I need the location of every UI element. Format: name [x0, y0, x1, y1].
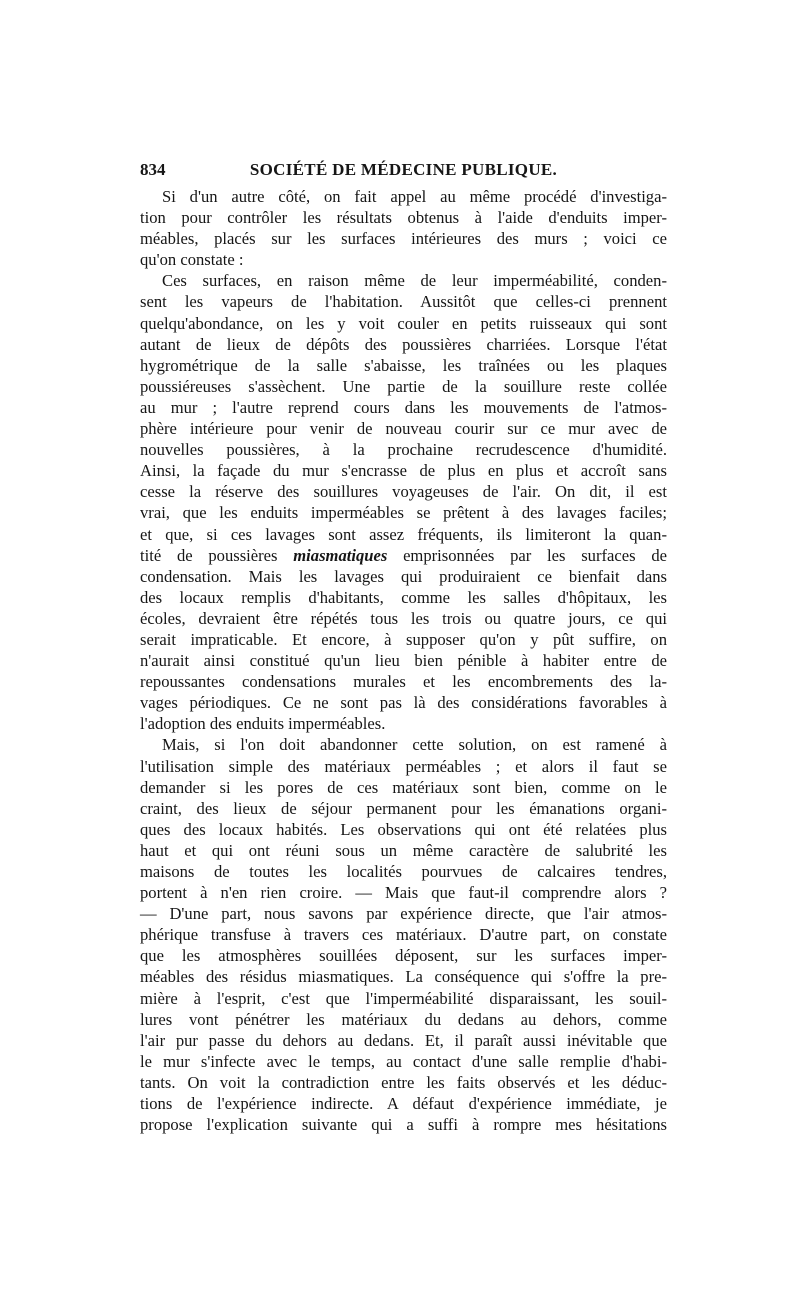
text-line: quelqu'abondance, on les y voit couler en petits ruisseaux qui sont	[140, 313, 667, 333]
running-head	[140, 158, 667, 182]
text-line: maisons de toutes les localités pourvues de calcaires tendres,	[140, 862, 667, 881]
text-line: tions de l'expérience indirecte. A défaut d'expérience immédiate, je	[140, 1094, 667, 1114]
text-line	[140, 545, 667, 566]
text-line: des locaux remplis d'habitants, comme les salles d'hôpitaux, les	[140, 587, 667, 607]
text-line: portent à n'en rien croire. — Mais que faut-il comprendre alors ?	[140, 883, 667, 903]
text-line: sent les vapeurs de l'habitation. Aussitôt que celles-ci prennent	[140, 292, 667, 312]
emphasized-word: miasmatiques	[293, 545, 388, 565]
text-line: lures vont pénétrer les matériaux du dedans au dehors, comme	[140, 1009, 667, 1029]
text-line: et que, si ces lavages sont assez fréquents, ils limiteront la quan-	[140, 524, 667, 544]
text-line: Ainsi, la façade du mur s'encrasse de plus en plus et accroît sans	[140, 461, 667, 481]
text-line: repoussantes condensations murales et les encombrements des la-	[140, 672, 667, 692]
text-line: vrai, que les enduits imperméables se prêtent à des lavages faciles;	[140, 503, 667, 523]
text-line: haut et qui ont réuni sous un même caractère de salubrité les	[140, 840, 667, 860]
text-line: Si d'un autre côté, on fait appel au même procédé d'investiga-	[162, 187, 667, 206]
text-segment: emprisonnées par les surfaces de	[387, 545, 667, 565]
text-line: Ces surfaces, en raison même de leur imperméabilité, conden-	[162, 271, 667, 291]
text-line: méables des résidus miasmatiques. La conséquence qui s'offre la pre-	[140, 967, 667, 987]
page-number: 834	[140, 160, 166, 179]
text-line: phère intérieure pour venir de nouveau courir sur ce mur avec de	[140, 419, 667, 439]
text-line: condensation. Mais les lavages qui produiraient ce bienfait dans	[140, 566, 667, 586]
text-line: qu'on constate :	[140, 250, 244, 270]
text-line: Mais, si l'on doit abandonner cette solution, on est ramené à	[162, 735, 667, 755]
text-line: propose l'explication suivante qui a suffi à rompre mes hésitations	[140, 1115, 667, 1135]
text-segment: tité de poussières	[140, 545, 294, 565]
running-title: SOCIÉTÉ DE MÉDECINE PUBLIQUE.	[249, 160, 558, 179]
text-line: méables, placés sur les surfaces intérieures des murs ; voici ce	[140, 229, 667, 249]
text-line: phérique transfuse à travers ces matériaux. D'autre part, on constate	[140, 925, 667, 945]
text-line: tion pour contrôler les résultats obtenus à l'aide d'enduits imper-	[140, 208, 667, 228]
text-line: hygrométrique de la salle s'abaisse, les traînées ou les plaques	[140, 355, 667, 375]
text-line: demander si les pores de ces matériaux sont bien, comme on le	[140, 777, 667, 797]
text-line: autant de lieux de dépôts des poussières charriées. Lorsque l'état	[140, 334, 667, 354]
text-line: serait impraticable. Et encore, à supposer qu'on y pût suffire, on	[140, 629, 667, 649]
text-line: tants. On voit la contradiction entre les faits observés et les déduc-	[140, 1072, 667, 1092]
text-line: le mur s'infecte avec le temps, au contact d'une salle remplie d'habi-	[140, 1051, 667, 1071]
text-line: que les atmosphères souillées déposent, sur les surfaces imper-	[140, 946, 667, 966]
text-line: n'aurait ainsi constitué qu'un lieu bien pénible à habiter entre de	[140, 651, 667, 671]
text-line: — D'une part, nous savons par expérience directe, que l'air atmos-	[140, 904, 667, 924]
text-line: ques des locaux habités. Les observations qui ont été relatées plus	[140, 819, 667, 839]
text-line: craint, des lieux de séjour permanent pour les émanations organi-	[140, 798, 667, 818]
text-line: au mur ; l'autre reprend cours dans les mouvements de l'atmos-	[140, 397, 667, 417]
text-line: vages périodiques. Ce ne sont pas là des considérations favorables à	[140, 693, 667, 713]
text-line: nouvelles poussières, à la prochaine recrudescence d'humidité.	[140, 440, 667, 460]
text-line: l'adoption des enduits imperméables.	[140, 714, 386, 734]
text-line: mière à l'esprit, c'est que l'imperméabilité disparaissant, les souil-	[140, 988, 667, 1008]
text-line: l'utilisation simple des matériaux perméables ; et alors il faut se	[140, 756, 667, 776]
text-line: poussiéreuses s'assèchent. Une partie de la souillure reste collée	[140, 376, 667, 396]
body-text	[140, 186, 667, 1135]
text-line: cesse la réserve des souillures voyageuses de l'air. On dit, il est	[140, 482, 667, 502]
text-line: l'air pur passe du dehors au dedans. Et, il paraît aussi inévitable que	[140, 1030, 667, 1050]
text-line: écoles, devraient être répétés tous les trois ou quatre jours, ce qui	[140, 608, 667, 628]
